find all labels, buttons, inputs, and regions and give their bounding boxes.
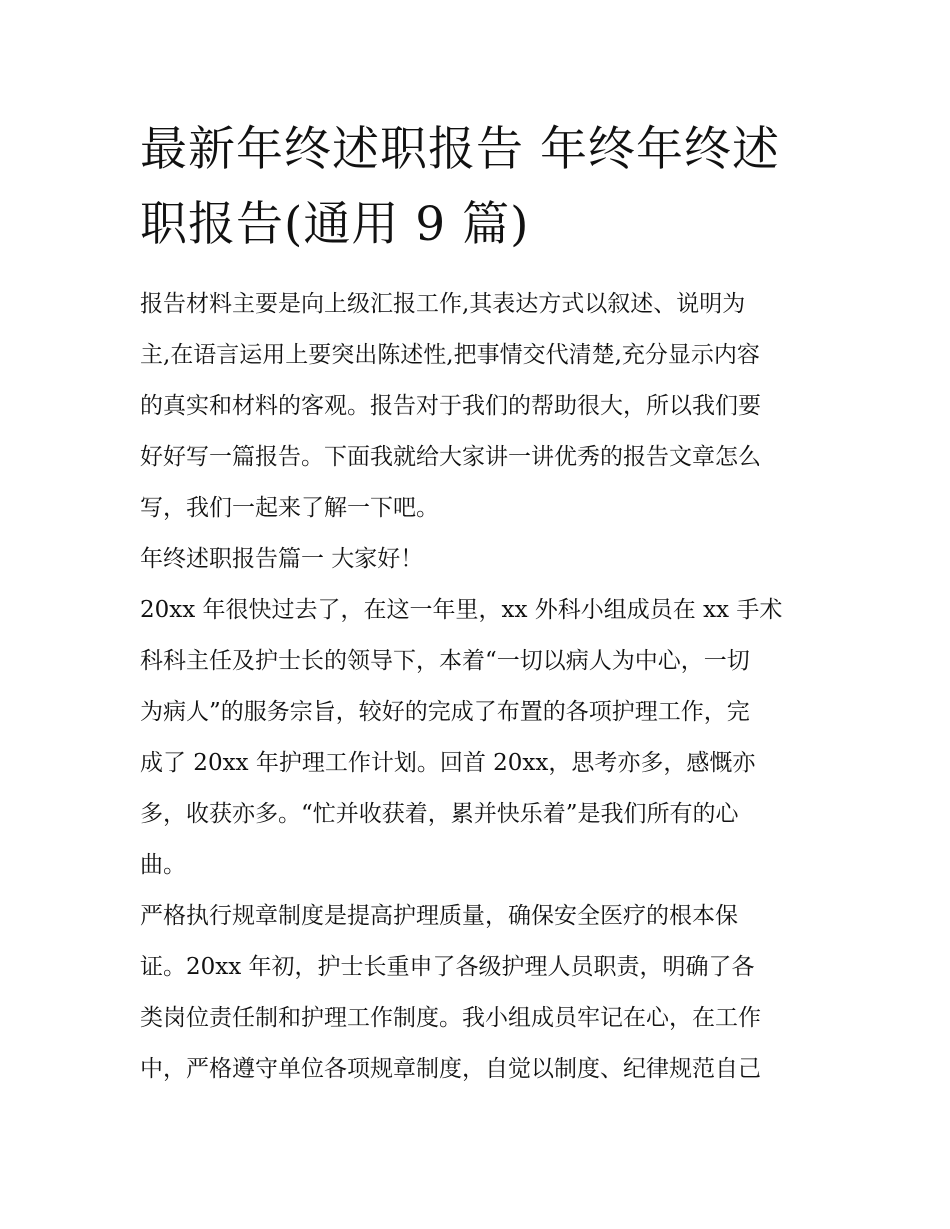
body-line: 20xx 年很快过去了，在这一年里，xx 外科小组成员在 xx 手术 (140, 597, 783, 623)
document-body (140, 279, 830, 1095)
body-line: 中，严格遵守单位各项规章制度，自觉以制度、纪律规范自己 (140, 1056, 761, 1082)
body-line: 多，收获亦多。“忙并收获着，累并快乐着”是我们所有的心 (140, 801, 739, 827)
document-title (140, 112, 820, 262)
body-line: 为病人”的服务宗旨，较好的完成了布置的各项护理工作，完 (140, 699, 750, 725)
body-line: 证。20xx 年初，护士长重申了各级护理人员职责，明确了各 (140, 954, 755, 980)
body-line: 成了 20xx 年护理工作计划。回首 20xx，思考亦多，感慨亦 (140, 750, 756, 776)
section-heading-line: 年终述职报告篇一 大家好！ (140, 546, 424, 572)
body-line: 的真实和材料的客观。报告对于我们的帮助很大，所以我们要 (140, 393, 761, 419)
body-line: 主,在语言运用上要突出陈述性,把事情交代清楚,充分显示内容 (140, 342, 760, 368)
title-line: 最新年终述职报告 年终年终述 (140, 122, 780, 177)
body-line: 科科主任及护士长的领导下，本着“一切以病人为中心，一切 (140, 648, 750, 674)
body-line: 曲。 (140, 852, 186, 878)
body-line: 严格执行规章制度是提高护理质量，确保安全医疗的根本保 (140, 903, 738, 929)
body-line: 类岗位责任制和护理工作制度。我小组成员牢记在心，在工作 (140, 1005, 761, 1031)
body-line: 好好写一篇报告。下面我就给大家讲一讲优秀的报告文章怎么 (140, 444, 761, 470)
body-line: 写，我们一起来了解一下吧。 (140, 495, 439, 521)
body-line: 报告材料主要是向上级汇报工作,其表达方式以叙述、说明为 (140, 291, 746, 317)
title-line: 职报告(通用 9 篇) (140, 197, 530, 252)
